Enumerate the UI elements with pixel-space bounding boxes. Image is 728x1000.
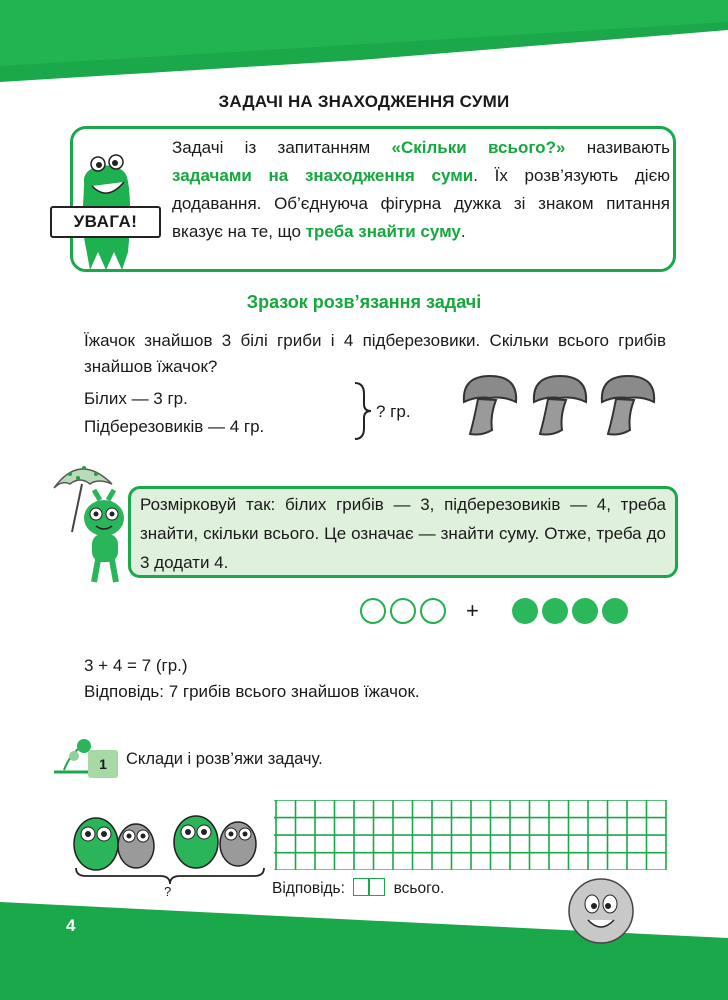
page-title: ЗАДАЧІ НА ЗНАХОДЖЕННЯ СУМИ (218, 92, 510, 111)
empty-circle (420, 598, 446, 624)
filled-circle (512, 598, 538, 624)
frog-umbrella-icon (50, 456, 136, 588)
owl-row (72, 808, 268, 872)
filled-circle (572, 598, 598, 624)
answer-line: Відповідь: 7 грибів всього знайшов їжачок. (84, 682, 420, 701)
task-text: Склади і розв’яжи задачу. (126, 750, 323, 768)
term-phrase: задачами на знаходження суми (172, 166, 474, 185)
answer-grid[interactable] (274, 800, 678, 870)
attention-badge: УВАГА! (50, 206, 161, 238)
owl-icon (174, 816, 218, 868)
smiley-ball-icon (566, 876, 636, 946)
highlight-phrase: треба знайти суму (305, 222, 461, 241)
reasoning-text: Розмірковуй так: білих грибів — 3, підберезовиків — 4, треба знайти, скільки всього. Це означає — знайти суму. Отже, треба до 3 додати 4. (140, 495, 666, 572)
mushroom-icon (460, 372, 520, 438)
mushroom-icon (598, 372, 658, 438)
answer-label: Відповідь: всього. (272, 880, 445, 897)
owl-icon (220, 822, 256, 866)
question-phrase: «Скільки всього?» (391, 138, 566, 157)
equation: 3 + 4 = 7 (гр.) (84, 656, 188, 675)
owl-icon (74, 818, 118, 870)
brace-question: ? (164, 884, 172, 899)
empty-circle (360, 598, 386, 624)
empty-circle (390, 598, 416, 624)
top-banner (0, 0, 728, 82)
sample-title: Зразок розв’язання задачі (246, 292, 482, 312)
task-number: 1 (88, 750, 118, 778)
row-birch: Підберезовиків — 4 гр. (84, 417, 265, 436)
row-white: Білих — 3 гр. (84, 389, 188, 408)
mushroom-icon (530, 372, 590, 438)
attention-text: Задачі із запитанням «Скільки всього?» називають задачами на знаходження суми. Їх розв’язують дією додавання. Об’єднуюча фігурна дужка зі знаком питання вказує на те, що треба знайти суму. (172, 138, 670, 241)
problem-text: Їжачок знайшов 3 білі гриби і 4 підберезовики. Скільки всього грибів знайшов їжачок? (84, 331, 666, 376)
plus-sign: + (466, 598, 479, 623)
row-question: ? гр. (376, 402, 411, 421)
filled-circle (542, 598, 568, 624)
filled-circle (602, 598, 628, 624)
page-number: 4 (66, 916, 76, 935)
owl-icon (118, 824, 154, 868)
answer-input[interactable] (353, 878, 385, 896)
brace-icon (352, 380, 374, 442)
